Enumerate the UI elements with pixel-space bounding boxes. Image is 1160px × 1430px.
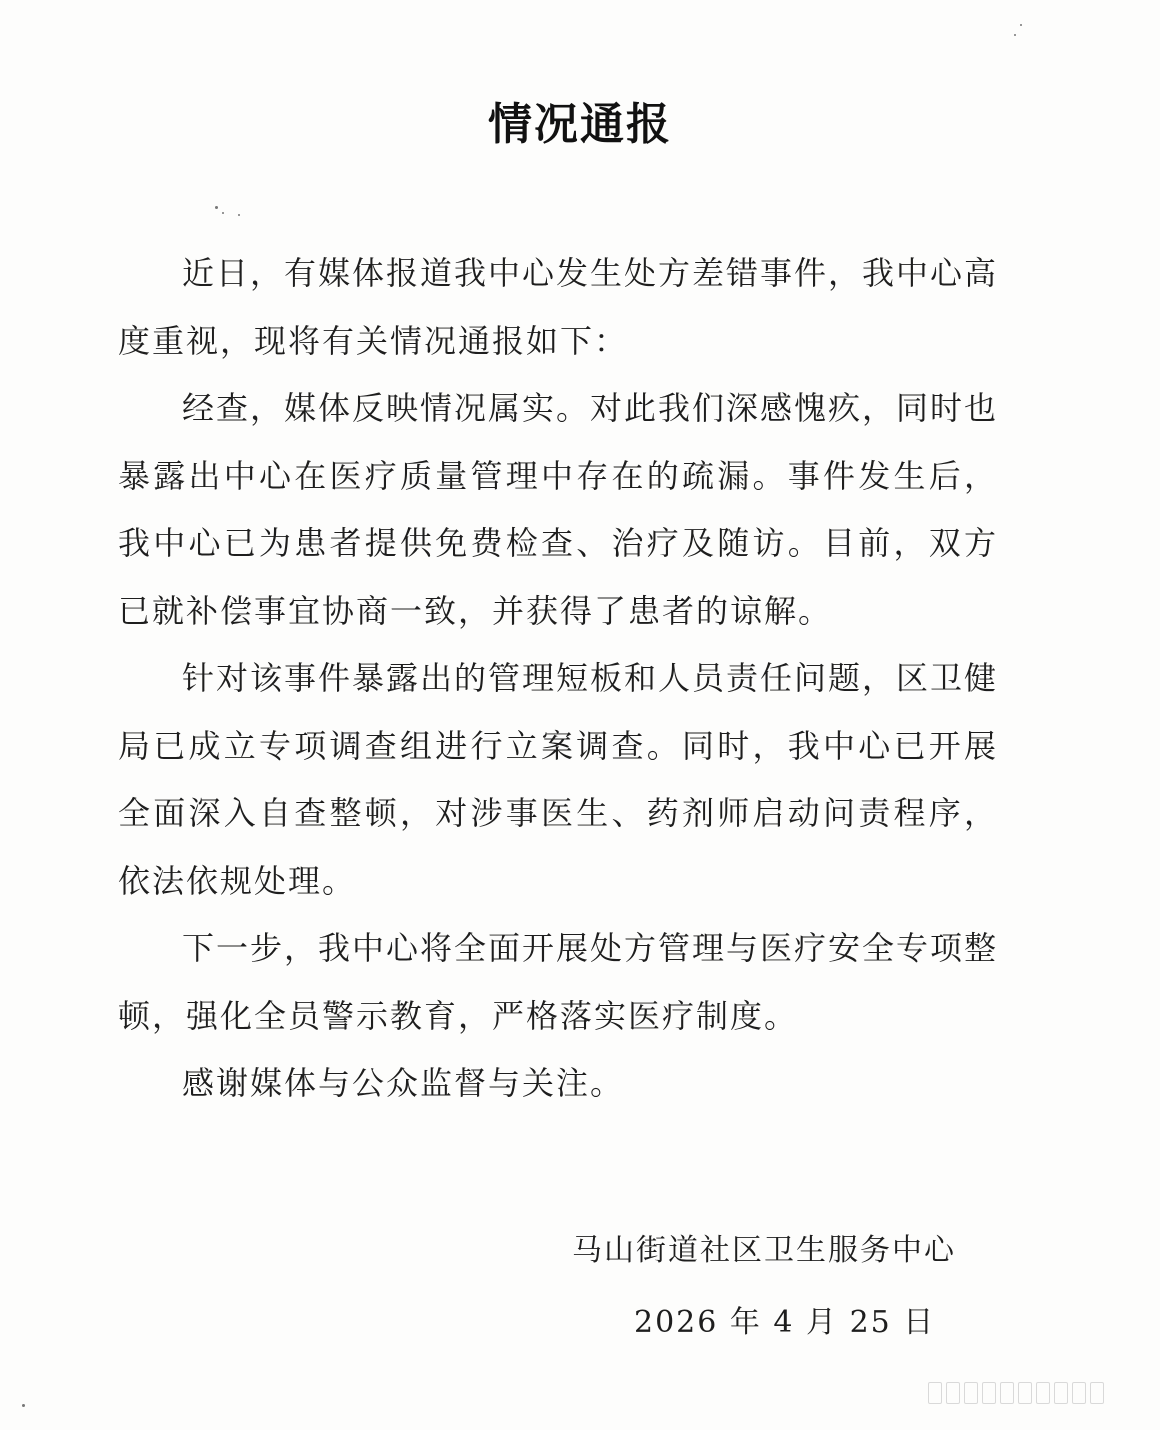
scan-speck [1020, 24, 1022, 26]
signature-organization: 马山街道社区卫生服务中心 [572, 1233, 956, 1268]
document-title: 情况通报 [488, 99, 672, 150]
signature-date: 2026 年 4 月 25 日 [634, 1305, 936, 1340]
paragraph-next-steps: 下一步，我中心将全面开展处方管理与医疗安全专项整顿，强化全员警示教育，严格落实医疗制度。 [118, 929, 999, 1035]
scan-speck [222, 212, 224, 214]
scan-speck [22, 1404, 25, 1407]
scan-speck [215, 206, 218, 209]
watermark-icon [928, 1380, 1138, 1406]
scan-speck [1014, 34, 1016, 36]
document-body [118, 240, 998, 1118]
scan-speck [238, 214, 240, 216]
paragraph-thanks: 感谢媒体与公众监督与关注。 [182, 1064, 625, 1102]
paragraph-intro: 近日，有媒体报道我中心发生处方差错事件，我中心高度重视，现将有关情况通报如下： [118, 254, 999, 360]
paragraph-findings: 经查，媒体反映情况属实。对此我们深感愧疚，同时也暴露出中心在医疗质量管理中存在的疏漏。事件发生后，我中心已为患者提供免费检查、治疗及随访。目前，双方已就补偿事宜协商一致，并获得了患者的谅解。 [118, 389, 999, 630]
paragraph-accountability: 针对该事件暴露出的管理短板和人员责任问题，区卫健局已成立专项调查组进行立案调查。同时，我中心已开展全面深入自查整顿，对涉事医生、药剂师启动问责程序，依法依规处理。 [118, 659, 999, 900]
